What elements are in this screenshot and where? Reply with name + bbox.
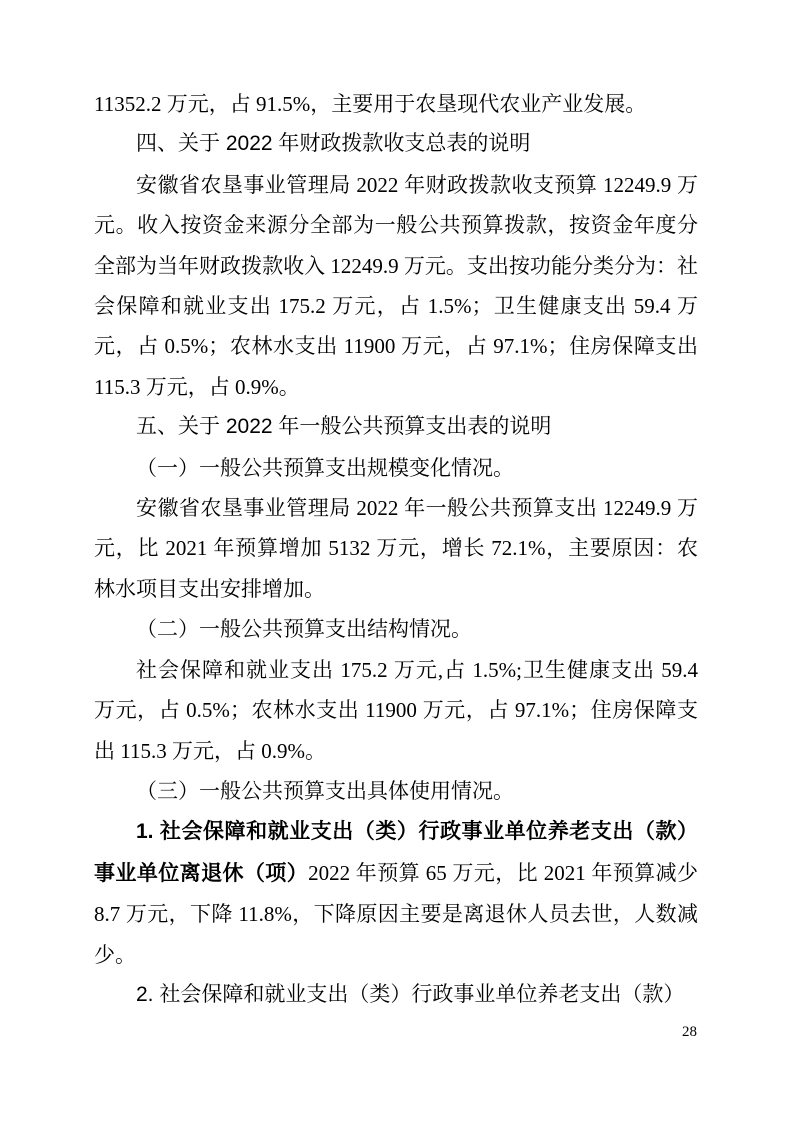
paragraph-section-4: 安徽省农垦事业管理局 2022 年财政拨款收支预算 12249.9 万元。收入按资金来源分全部为一般公共预算拨款，按资金年度分全部为当年财政拨款收入 12249.9 万元。支出按功能分类分为：社会保障和就业支出 175.2 万元，占 1.5%；卫生健康支出 59.4 万元，占 0.5%；农林水支出 11900 万元，占 97.1%；住房保障支出 115.3 万元，占 0.9%。 <box>94 172 698 399</box>
document-body <box>94 84 698 1015</box>
subsection-heading-1: （一）一般公共预算支出规模变化情况。 <box>136 455 514 480</box>
section-heading-5: 五、关于 2022 年一般公共预算支出表的说明 <box>136 415 552 439</box>
list-item-1-bold-lead: 1. 社会保障和就业支出（类）行政事业单位养老支出（款）事业单位离退休（项） <box>94 820 698 885</box>
subsection-heading-2: （二）一般公共预算支出结构情况。 <box>136 617 472 642</box>
list-item-1-text: 2022 年预算 65 万元，比 2021 年预算减少 8.7 万元，下降 11.8%，下降原因主要是离退休人员去世，人数减少。 <box>94 860 699 967</box>
page-number: 28 <box>682 1024 697 1040</box>
list-item-1 <box>94 811 698 975</box>
paragraph-continuation: 11352.2 万元，占 91.5%，主要用于农垦现代农业产业发展。 <box>94 92 647 116</box>
paragraph-subsection-1: 安徽省农垦事业管理局 2022 年一般公共预算支出 12249.9 万元，比 2021 年预算增加 5132 万元，增长 72.1%，主要原因：农林水项目支出安排增加。 <box>94 496 698 601</box>
section-heading-4: 四、关于 2022 年财政拨款收支总表的说明 <box>136 132 531 156</box>
subsection-heading-3: （三）一般公共预算支出具体使用情况。 <box>136 778 514 803</box>
list-item-2: 2. 社会保障和就业支出（类）行政事业单位养老支出（款） <box>136 982 685 1006</box>
paragraph-subsection-2: 社会保障和就业支出 175.2 万元,占 1.5%;卫生健康支出 59.4 万元，占 0.5%；农林水支出 11900 万元，占 97.1%；住房保障支出 115.3 万元，占 0.9%。 <box>94 657 698 763</box>
